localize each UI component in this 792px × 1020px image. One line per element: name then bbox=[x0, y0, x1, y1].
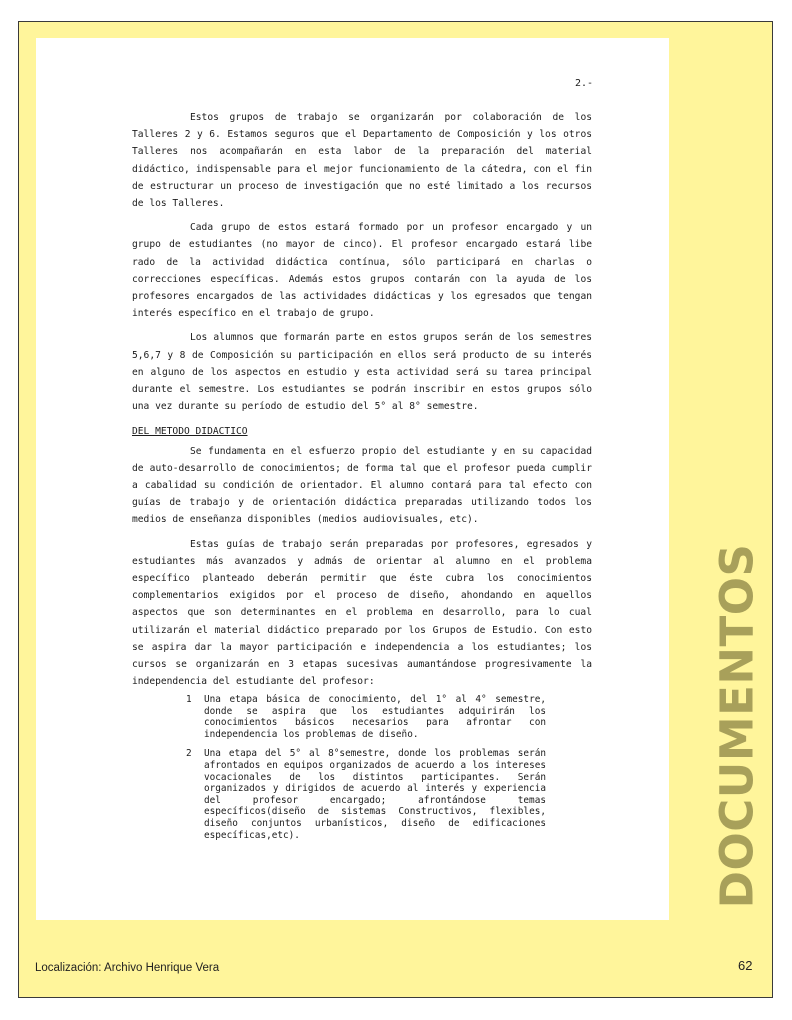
paragraph: Los alumnos que formarán parte en estos grupos serán de los semestres 5,6,7 y 8 de Composición su participación en ellos será producto de su interés en alguno de los aspectos en estudio y esta actividad será su tarea principal durante el semestre. Los estudiantes se podrán inscribir en estos grupos sólo una vez durante su período de estudio del 5° al 8° semestre. bbox=[132, 332, 592, 413]
footer-location: Localización: Archivo Henrique Vera bbox=[35, 962, 220, 974]
paragraph: Se fundamenta en el esfuerzo propio del estudiante y en su capacidad de auto-desarrollo de conocimientos; de forma tal que el profesor pueda cumplir a cabalidad su condición de orientador. El alumno contará para tal efecto con guías de trabajo y de orientación didáctica preparadas utilizando todos los medios de enseñanza disponibles (medios audiovisuales, etc). bbox=[132, 445, 592, 526]
list-item bbox=[186, 694, 546, 740]
steps-list bbox=[186, 694, 546, 849]
section-heading: DEL METODO DIDACTICO bbox=[132, 426, 248, 438]
list-item bbox=[186, 748, 546, 841]
step-text: Una etapa del 5° al 8°semestre, donde los problemas serán afrontados en equipos organizados de acuerdo a los intereses vocacionales de los distintos participantes. Serán organizados y dirigidos de acuerdo al interés y experiencia del profesor encargado; afrontándose temas específicos(diseño de sistemas Constructivos, flexibles, diseño conjuntos urbanísticos, diseño de edificaciones específicas,etc). bbox=[204, 748, 546, 841]
side-label bbox=[710, 530, 764, 922]
paragraph: Cada grupo de estos estará formado por un profesor encargado y un grupo de estudiantes (no mayor de cinco). El profesor encargado estará libe rado de la actividad didáctica contínua, sólo participará en charlas o correcciones específicas. Además estos grupos contarán con la ayuda de los profesores encargados de las actividades didácticas y los egresados que tengan interés específico en el trabajo de grupo. bbox=[132, 222, 592, 320]
step-number: 2 bbox=[186, 748, 192, 760]
document-page-number: 2.- bbox=[575, 78, 594, 89]
step-text: Una etapa básica de conocimiento, del 1° al 4° semestre, donde se aspira que los estudiantes adquirirán los conocimientos básicos necesarios para afrontar con independencia los problemas de diseño. bbox=[204, 694, 546, 740]
paragraph: Estos grupos de trabajo se organizarán por colaboración de los Talleres 2 y 6. Estamos seguros que el Departamento de Composición y los otros Talleres nos acompañarán en esta labor de la preparación del material didáctico, indispensable para el mejor funcionamiento de la cátedra, con el fin de estructurar un proceso de investigación que no esté limitado a los recursos de los Talleres. bbox=[132, 112, 592, 210]
step-number: 1 bbox=[186, 694, 192, 705]
paragraph: Estas guías de trabajo serán preparadas por profesores, egresados y estudiantes más avanzados y admás de orientar al alumno en el problema específico planteado deberán permitir que éste cubra los conocimientos complementarios exigidos por el proceso de diseño, ahondando en aquellos aspectos que son determinantes en el problema en desarrollo, para lo cual utilizarán el material didáctico preparado por los Grupos de Estudio. Con esto se aspira dar la mayor participación e independencia a los estudiantes; los cursos se organizarán en 3 etapas sucesivas aumantándose progresivamente la independencia del estudiante del profesor: bbox=[132, 538, 592, 688]
side-label-text: DOCUMENTOS bbox=[710, 543, 764, 909]
footer-page-number: 62 bbox=[738, 958, 753, 973]
document-body bbox=[132, 109, 592, 698]
